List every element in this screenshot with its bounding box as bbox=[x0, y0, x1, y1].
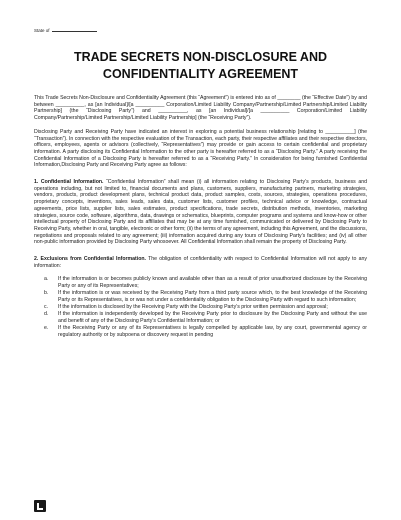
state-blank-line bbox=[52, 31, 97, 32]
list-item-marker: a. bbox=[44, 276, 49, 283]
document-body bbox=[34, 95, 367, 339]
intro-paragraph-2: Disclosing Party and Receiving Party have indicated an interest in exploring a potential business relationship [relating to __________] (the “Transaction”). In connection with the respective evaluation of the Transaction, each party, their respective affiliates and their respective directors, officers, employees, agents or advisors (collectively, “Representatives”) may provide or gain access to certain confidential and proprietary information. A party disclosing its Confidential Information to the other party is hereafter referred to as a “Disclosing Party.” A party receiving the Confidential Information of a Disclosing Party is hereafter referred to as a “Receiving Party.” In consideration for being furnished Confidential Information,Disclosing Party and Receiving Party agree as follows: bbox=[34, 128, 367, 169]
section-2-paragraph bbox=[34, 256, 367, 269]
exclusions-list bbox=[44, 276, 367, 338]
section-exclusions bbox=[34, 256, 367, 339]
state-field bbox=[34, 28, 367, 34]
list-item bbox=[44, 290, 367, 303]
section-1-heading: 1. Confidential Information. bbox=[34, 179, 104, 186]
section-1-paragraph bbox=[34, 179, 367, 246]
document-title bbox=[34, 49, 367, 83]
list-item-text: If the information is independently developed by the Receiving Party prior to disclosure by the Disclosing Party and without the use and benefit of any of the Disclosing Party’s Confidential Information; or bbox=[58, 311, 367, 325]
section-2-body: The obligation of confidentiality with respect to Confidential Information will not apply to any information: bbox=[34, 256, 367, 269]
intro-paragraph-1: This Trade Secrets Non-Disclosure and Confidentiality Agreement (this “Agreement”) is entered into as of ________ (the “Effective Date”) by and between __________, as [an Individual]/[a __________ Corporation/Limited Liability Company/Partnership/Limited Partnership/Limited Liability Partnership] (the “Disclosing Party”) and __________, as [an Individual]/[a __________ Corporation/Limited Liability Company/Partnership/Limited Partnership/Limited Liability Partnership] (the “Receiving Party”). bbox=[34, 95, 367, 122]
list-item bbox=[44, 311, 367, 324]
list-item-marker: d. bbox=[44, 311, 49, 318]
list-item-marker: c. bbox=[44, 304, 49, 311]
brand-logo-icon bbox=[34, 500, 46, 512]
title-line-2: CONFIDENTIALITY AGREEMENT bbox=[102, 67, 299, 81]
list-item-text: If the information is or was received by the Receiving Party from a third party source which, to the best knowledge of the Receiving Party or its Representatives, is or was not under a confidentiality obligation to the Disclosing Party with regard to such information; bbox=[58, 290, 367, 304]
list-item-text: If the information is disclosed by the Receiving Party with the Disclosing Party’s prior written permission and approval; bbox=[58, 304, 328, 311]
list-item-text: If the information is or becomes publicly known and available other than as a result of prior unauthorized disclosure by the Receiving Party or any of its Representatives; bbox=[58, 276, 367, 290]
list-item-text: If the Receiving Party or any of its Representatives is legally compelled by applicable law, by any court, governmental agency or regulatory authority or by subpoena or discovery request in pending bbox=[58, 325, 367, 339]
list-item-marker: b. bbox=[44, 290, 49, 297]
state-label: State of bbox=[34, 28, 50, 33]
list-item-marker: e. bbox=[44, 325, 49, 332]
section-confidential-information bbox=[34, 179, 367, 246]
section-1-body: “Confidential Information” shall mean (i) all information relating to Disclosing Party’s products, business and operations including, but not limited to, financial documents and plans, customers, suppliers, manufacturing partners, marketing strategies, vendors, products, product development plans, technical product data, product samples, costs, sources, strategies, operations procedures, proprietary concepts, inventions, sales leads, sales data, customer lists, customer profiles, technical advice or knowledge, contractual agreements, price lists, supplier lists, sales estimates, product specifications, trade secrets, distribution methods, inventories, marketing strategies, source code, software, algorithms, data, drawings or schematics, blueprints, computer programs and systems and know-how or other intellectual property of Disclosing Party and its affiliates that may be at any time furnished, communicated or delivered by Disclosing Party to Receiving Party, whether in oral, tangible, electronic or other form; (ii) the terms of any agreement, including this Agreement, and the discussions, negotiations and proposals related to any agreement; (iii) information acquired during any tours of Disclosing Party’s facilities; and (iv) all other non-public information provided by Disclosing Party whosoever. All Confidential Information shall remain the property of Disclosing Party. bbox=[34, 179, 367, 246]
list-item bbox=[44, 304, 367, 311]
title-line-1: TRADE SECRETS NON-DISCLOSURE AND bbox=[73, 50, 328, 64]
list-item bbox=[44, 325, 367, 338]
list-item bbox=[44, 276, 367, 289]
section-2-heading: 2. Exclusions from Confidential Information. bbox=[34, 256, 146, 263]
